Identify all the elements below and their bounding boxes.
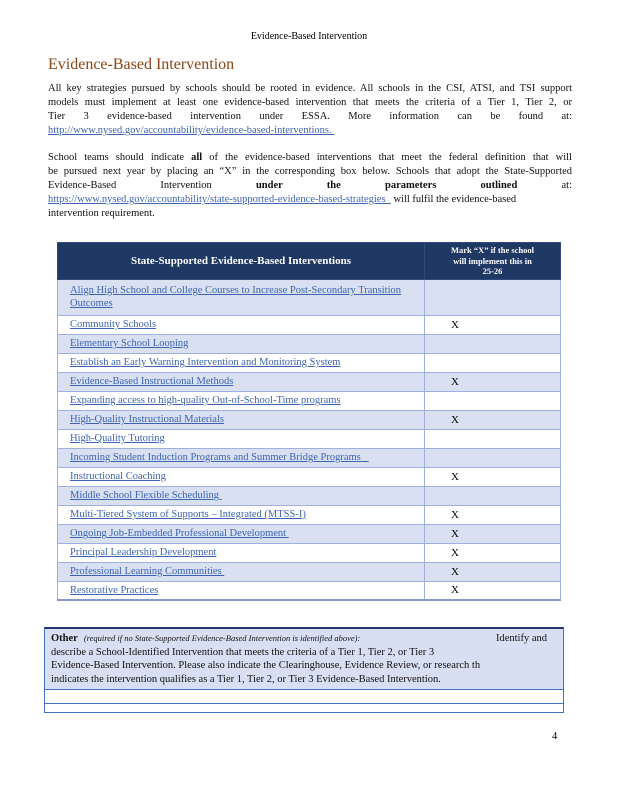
- table-row: [58, 353, 561, 372]
- other-label: Other: [51, 633, 78, 644]
- table-row: [58, 562, 561, 581]
- intervention-cell: [58, 429, 425, 448]
- implement-mark-cell[interactable]: [425, 429, 561, 448]
- paragraph-line: [48, 151, 572, 165]
- table-row: [58, 391, 561, 410]
- intervention-cell: [58, 467, 425, 486]
- text-run: of the evidence-based interventions that meet the federal definition that will: [202, 152, 572, 163]
- implement-mark-cell[interactable]: [425, 410, 561, 429]
- intervention-link[interactable]: Multi-Tiered System of Supports – Integrated (MTSS-I): [70, 509, 306, 520]
- intervention-link[interactable]: Incoming Student Induction Programs and Summer Bridge Programs: [70, 452, 369, 463]
- other-line-end: Identify and: [495, 633, 547, 644]
- implement-mark-cell[interactable]: [425, 279, 561, 315]
- column-header-interventions: State-Supported Evidence-Based Interventions: [58, 243, 425, 280]
- other-box-text: [45, 629, 563, 690]
- implement-mark-cell[interactable]: [425, 524, 561, 543]
- instructions-paragraph: [48, 151, 572, 221]
- x-mark: X: [451, 527, 459, 540]
- other-response-field-stub[interactable]: [45, 704, 563, 712]
- text-run: will fulfil the evidence-based: [390, 194, 517, 205]
- column-header-mark-line: Mark “X” if the school: [450, 245, 535, 255]
- x-mark: X: [451, 318, 459, 331]
- intervention-link[interactable]: Instructional Coaching: [70, 471, 166, 482]
- x-mark: X: [451, 584, 459, 597]
- x-mark: X: [451, 508, 459, 521]
- paragraph-line: [48, 82, 572, 96]
- table-row: [58, 429, 561, 448]
- paragraph-line: [48, 110, 572, 124]
- intervention-cell: [58, 505, 425, 524]
- intervention-link[interactable]: Community Schools: [70, 319, 157, 330]
- table-row: [58, 467, 561, 486]
- text-run: be pursued next year by placing an “X” in the corresponding box below. Schools that adopt the State-Supported: [48, 166, 572, 177]
- intervention-link[interactable]: Expanding access to high-quality Out-of-School-Time programs: [70, 395, 341, 406]
- text-run: models must implement at least one evidence-based intervention that meets the criteria of a Tier 1, Tier 2, or: [48, 97, 572, 108]
- text-run: at:: [517, 180, 572, 191]
- intervention-link[interactable]: Align High School and College Courses to Increase Post-Secondary Transition Outcomes: [70, 285, 402, 309]
- text-run: Tier 3 evidence-based intervention under ESSA. More information can be found at:: [48, 111, 572, 122]
- intervention-link[interactable]: High-Quality Tutoring: [70, 433, 165, 444]
- implement-mark-cell[interactable]: [425, 505, 561, 524]
- intervention-cell: [58, 581, 425, 600]
- intro-paragraph: [48, 82, 572, 138]
- intervention-cell: [58, 279, 425, 315]
- implement-mark-cell[interactable]: [425, 467, 561, 486]
- hyperlink[interactable]: https://www.nysed.gov/accountability/state-supported-evidence-based-strategies: [48, 194, 391, 205]
- paragraph-line: [48, 124, 572, 138]
- table-header-row: [58, 243, 561, 280]
- text-run: intervention requirement.: [48, 208, 155, 219]
- intervention-cell: [58, 410, 425, 429]
- text-run: all: [191, 152, 203, 163]
- other-box-line: Evidence-Based Intervention. Please also indicate the Clearinghouse, Evidence Review, or research th: [51, 660, 481, 671]
- other-requirement-note: (required if no State-Supported Evidence-Based Intervention is identified above):: [83, 633, 361, 643]
- table-row: [58, 486, 561, 505]
- intervention-link[interactable]: Professional Learning Communities: [70, 566, 225, 577]
- running-header: Evidence-Based Intervention: [250, 31, 368, 42]
- table-row: [58, 410, 561, 429]
- implement-mark-cell[interactable]: [425, 581, 561, 600]
- x-mark: X: [451, 413, 459, 426]
- intervention-link[interactable]: Establish an Early Warning Intervention and Monitoring System: [70, 357, 341, 368]
- hyperlink[interactable]: http://www.nysed.gov/accountability/evidence-based-interventions.: [48, 125, 335, 136]
- implement-mark-cell[interactable]: [425, 353, 561, 372]
- implement-mark-cell[interactable]: [425, 562, 561, 581]
- table-row: [58, 505, 561, 524]
- text-run: Evidence-Based Intervention: [48, 180, 256, 191]
- other-box-line: indicates the intervention qualifies as a Tier 1, Tier 2, or Tier 3 Evidence-Based Intervention.: [51, 673, 441, 685]
- intervention-link[interactable]: Ongoing Job-Embedded Professional Development: [70, 528, 289, 539]
- intervention-cell: [58, 524, 425, 543]
- x-mark: X: [451, 565, 459, 578]
- paragraph-line: [48, 96, 572, 110]
- intervention-link[interactable]: Evidence-Based Instructional Methods: [70, 376, 234, 387]
- intervention-cell: [58, 353, 425, 372]
- interventions-table: [57, 242, 561, 601]
- intervention-link[interactable]: Restorative Practices: [70, 584, 159, 596]
- intervention-link[interactable]: Middle School Flexible Scheduling: [70, 490, 222, 501]
- implement-mark-cell[interactable]: [425, 543, 561, 562]
- implement-mark-cell[interactable]: [425, 448, 561, 467]
- x-mark: X: [451, 546, 459, 559]
- intervention-link[interactable]: Elementary School Looping: [70, 338, 189, 349]
- page-number: 4: [552, 731, 558, 742]
- column-header-mark: [425, 243, 561, 280]
- x-mark: X: [451, 375, 459, 388]
- table-row: [58, 334, 561, 353]
- implement-mark-cell[interactable]: [425, 315, 561, 334]
- paragraph-line: [48, 207, 572, 221]
- text-run: School teams should indicate: [48, 152, 192, 163]
- intervention-link[interactable]: High-Quality Instructional Materials: [70, 414, 224, 425]
- intervention-cell: [58, 315, 425, 334]
- other-box-line: describe a School-Identified Intervention that meets the criteria of a Tier 1, Tier 2, or Tier 3: [51, 646, 435, 658]
- intervention-cell: [58, 543, 425, 562]
- x-mark: X: [451, 470, 459, 483]
- other-box-first-line: [51, 632, 557, 646]
- table-row: [58, 279, 561, 315]
- intervention-cell: [58, 372, 425, 391]
- intervention-link[interactable]: Principal Leadership Development: [70, 547, 217, 558]
- implement-mark-cell[interactable]: [425, 372, 561, 391]
- implement-mark-cell[interactable]: [425, 391, 561, 410]
- page-title: Evidence-Based Intervention: [48, 56, 235, 73]
- other-response-field[interactable]: [45, 690, 563, 704]
- text-run: under the parameters outlined: [255, 180, 518, 191]
- intervention-cell: [58, 486, 425, 505]
- implement-mark-cell[interactable]: [425, 486, 561, 505]
- implement-mark-cell[interactable]: [425, 334, 561, 353]
- other-intervention-box: [44, 627, 564, 713]
- table-row: [58, 581, 561, 600]
- paragraph-line: [48, 193, 572, 207]
- column-header-mark-line: will implement this in: [453, 255, 532, 266]
- intervention-cell: [58, 334, 425, 353]
- intervention-cell: [58, 391, 425, 410]
- paragraph-line: [48, 165, 572, 179]
- table-row: [58, 543, 561, 562]
- intervention-cell: [58, 448, 425, 467]
- intervention-cell: [58, 562, 425, 581]
- table-row: [58, 448, 561, 467]
- table-row: [58, 524, 561, 543]
- table-row: [58, 315, 561, 334]
- text-run: All key strategies pursued by schools should be rooted in evidence. All schools in the CSI, ATSI, and TSI support: [48, 83, 572, 94]
- table-row: [58, 372, 561, 391]
- column-header-mark-line: 25-26: [482, 266, 503, 276]
- paragraph-line: [48, 179, 572, 193]
